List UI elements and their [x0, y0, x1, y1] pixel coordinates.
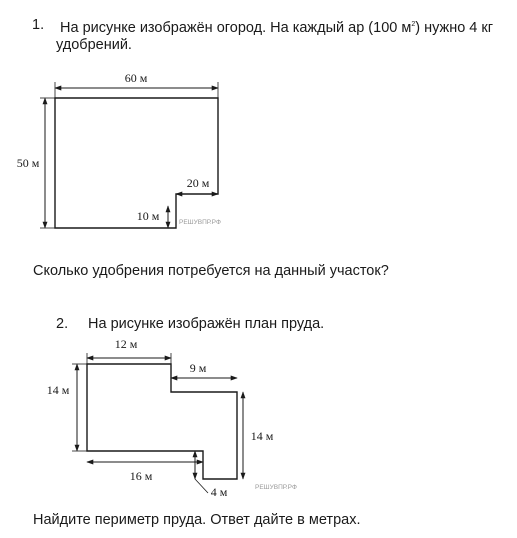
pond-notch-label: 4 м: [210, 485, 228, 499]
problem1-question: Сколько удобрения потребуется на данный участок?: [33, 263, 389, 279]
problem1-statement-line2: удобрений.: [56, 37, 132, 53]
problem2-question: Найдите периметр пруда. Ответ дайте в метрах.: [33, 512, 361, 528]
problem1-statement-tail: ) нужно 4 кг: [415, 19, 494, 36]
problem2-number: 2.: [56, 316, 69, 332]
problem1-statement-text: На рисунке изображён огород. На каждый ар (100 м: [60, 19, 412, 36]
problem2-statement: На рисунке изображён план пруда.: [88, 316, 325, 332]
problem1-superscript: 2: [411, 21, 416, 28]
garden-watermark: РЕШУВПР.РФ: [179, 219, 221, 226]
garden-right-label: 20 м: [186, 176, 210, 190]
pond-left-label: 14 м: [46, 383, 70, 397]
pond-watermark: РЕШУВПР.РФ: [255, 484, 297, 491]
garden-notch-label: 10 м: [136, 209, 160, 223]
pond-right-label: 14 м: [250, 429, 274, 443]
garden-top-label: 60 м: [124, 71, 148, 85]
garden-left-label: 50 м: [16, 156, 40, 170]
pond-step-label: 9 м: [189, 361, 207, 375]
problem1-number: 1.: [32, 17, 45, 33]
pond-bottom-label: 16 м: [129, 469, 153, 483]
pond-top-label: 12 м: [114, 337, 138, 351]
